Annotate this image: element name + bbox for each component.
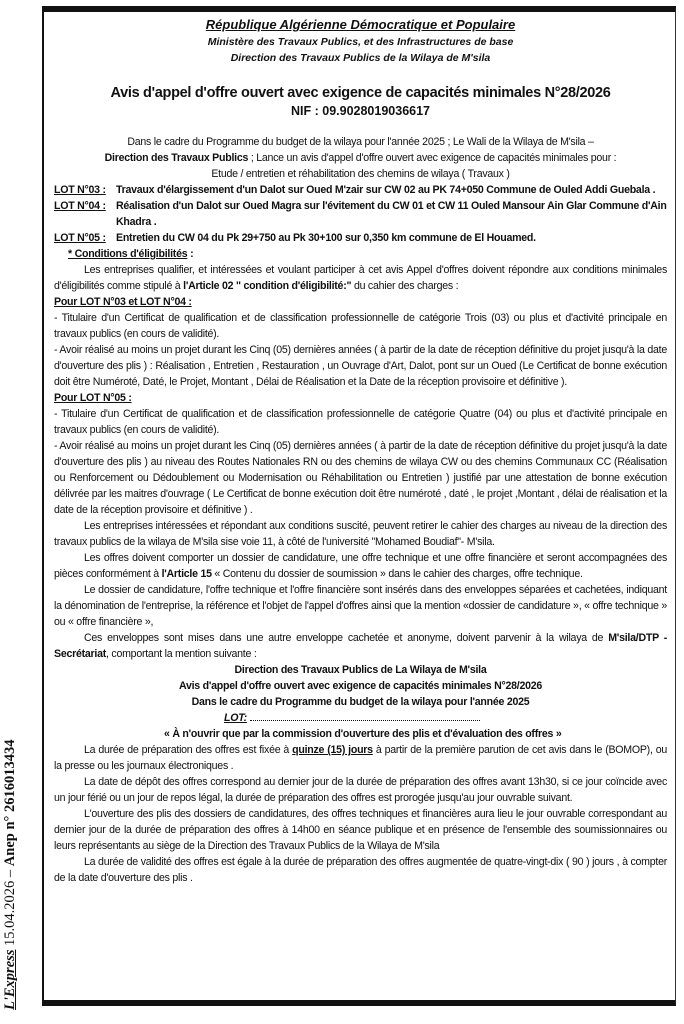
validite-paragraph: La durée de validité des offres est égale à la durée de préparation des offres augmentée de quatre-vingt-dix ( 90 ) jours , à compter de la date d'ouverture des plis . [54, 856, 667, 884]
publication-caption [2, 670, 19, 1010]
mention-lot [54, 710, 667, 726]
duree-paragraph [54, 742, 667, 774]
article-ref: l'Article 02 " condition d'éligibilité:" [183, 280, 352, 292]
eligibility-heading [54, 246, 667, 262]
intro-object: Etude / entretien et réhabilitation des chemins de wilaya ( Travaux ) [211, 168, 510, 180]
lot5-requirement-2: - Avoir réalisé au moins un projet durant les Cinq (05) dernières années ( à partir de la date de réception définitive du projet jusqu'à la date d'ouverture des plis ) au niveau des Routes Nationales RN ou des chemins de wilaya CW ou des chemins Communaux CC (Réalisation ou Renforcement ou Dédoublement ou Modernisation ou Réhabilitation ou Entretien ) justifié par une attestation de bonne exécution délivrée par les maitres d'ouvrage ( Le Certificat de bonne exécution doit être numéroté , daté , le projet ,Montant , délai de réalisation et la date de la réception provisoire et définitive ) . [54, 440, 667, 516]
intro-line2 [54, 150, 667, 166]
lot5-heading: Pour LOT N°05 : [54, 392, 132, 404]
lot-label: LOT N°04 : [54, 200, 106, 212]
colon: : [187, 248, 194, 260]
direction-heading: Direction des Travaux Publics de la Wilaya de M'sila [230, 52, 491, 64]
lot-label: LOT: [224, 712, 247, 724]
ouverture-paragraph: L'ouverture des plis des dossiers de candidatures, des offres techniques et financières aura lieu le jour ouvrable correspondant au dernier jour de la durée de préparation des offres à 14h00 en séance publique et en présence de l'ensemble des soumissionnaires ou leurs représentants au siège de la Direction des Travaux Publics de la Wilaya de M'sila [54, 808, 667, 852]
ministry-heading: Ministère des Travaux Publics, et des Infrastructures de base [207, 36, 514, 48]
anep-number: Anep n° 2616013434 [2, 739, 18, 867]
dossier-paragraph: Le dossier de candidature, l'offre technique et l'offre financière sont insérés dans des enveloppes séparées et cachetées, indiquant la dénomination de l'entreprise, la référence et l'objet de l'appel d'offres ainsi que la mention «dossier de candidature », « offre technique » ou « offre financière », [54, 584, 667, 628]
publication-date: 15.04.2026 – [2, 866, 18, 950]
text: Ces enveloppes sont mises dans une autre enveloppe cachetée et anonyme, doivent parvenir à la wilaya de [84, 632, 609, 644]
mention-line-4: « À n'ouvrir que par la commission d'ouverture des plis et d'évaluation des offres » [164, 728, 562, 740]
text: , comportant la mention suivante : [106, 648, 257, 660]
lot-05 [54, 230, 667, 246]
publication-name: L'Express [2, 949, 18, 1010]
mention-line-1: Direction des Travaux Publics de La Wilaya de M'sila [234, 664, 487, 676]
secretariat: M'sila/DTP - Secrétariat [54, 632, 667, 660]
text: La durée de préparation des offres est fixée à [84, 744, 293, 756]
enveloppes-paragraph [54, 630, 667, 662]
intro-direction: Direction des Travaux Publics [104, 152, 249, 164]
eligibility-intro [54, 262, 667, 294]
retrait-paragraph: Les entreprises intéressées et répondant aux conditions suscité, peuvent retirer le cahier des charges au niveau de la direction des travaux publics de la wilaya de M'sila sise voie 11, à côté de l'université "Mohamed Boudiaf"- M'sila. [54, 520, 667, 548]
lot-03 [54, 182, 667, 198]
lot34-heading: Pour LOT N°03 et LOT N°04 : [54, 296, 192, 308]
article-ref: l'Article 15 [161, 568, 212, 580]
lot-text: Travaux d'élargissement d'un Dalot sur Oued M'zair sur CW 02 au PK 74+050 Commune de Ouled Addi Guebala . [116, 184, 656, 196]
depot-paragraph: La date de dépôt des offres correspond au dernier jour de la durée de préparation des offres avant 13h30, si ce jour coïncide avec un jour férié ou un jour de repos légal, la durée de préparation des offres est prorogée jusqu'au jour ouvrable suivant. [54, 776, 667, 804]
lot34-requirement-1: - Titulaire d'un Certificat de qualification et de classification professionnelle de catégorie Trois (03) ou plus et d'activité principale en travaux publics (en cours de validité). [54, 312, 667, 340]
lot34-requirement-2: - Avoir réalisé au moins un projet durant les Cinq (05) dernières années ( à partir de la date de réception définitive du projet jusqu'à la date d'ouverture des plis ) : Réalisation , Entretien , Restauration , un Ouvrage d'Art, Dalot, pont sur un Oued (Le Certificat de bonne exécution doit être Numéroté, Daté, le Projet, Montant , Délai de Réalisation et la Date de la réception provisoire et définitive ). [54, 344, 667, 388]
text: du cahier des charges : [351, 280, 459, 292]
lot5-requirement-1: - Titulaire d'un Certificat de qualification et de classification professionnelle de catégorie Quatre (04) ou plus et d'activité principale en travaux publics (en cours de validité). [54, 408, 667, 436]
intro-text: ; Lance un avis d'appel d'offre ouvert avec exigence de capacités minimales pour : [248, 152, 617, 164]
eligibility-title: * Conditions d'éligibilités [68, 248, 188, 260]
intro-line1: Dans le cadre du Programme du budget de la wilaya pour l'année 2025 ; Le Wali de la Wilaya de M'sila – [127, 136, 594, 148]
text: à partir de la première parution de cet avis dans le (BOMOP), ou la presse ou les journaux électroniques . [54, 744, 667, 772]
republic-heading: République Algérienne Démocratique et Populaire [205, 17, 516, 32]
mention-line-3: Dans le cadre du Programme du budget de la wilaya pour l'année 2025 [191, 696, 530, 708]
dotted-line [250, 712, 480, 721]
lot-text: Réalisation d'un Dalot sur Oued Magra sur l'évitement du CW 01 et CW 11 Ouled Mansour Ain Glar Commune d'Ain Khadra . [116, 200, 667, 228]
nif: NIF : 09.9028019036617 [291, 104, 430, 118]
text: « Contenu du dossier de soumission » dans le cahier des charges, offre technique. [211, 568, 583, 580]
text: Les entreprises qualifier, et intéressées et voulant participer à cet avis Appel d'offres doivent répondre aux conditions minimales d'éligibilités comme stipulé à [54, 264, 667, 292]
lot-04 [54, 198, 667, 230]
notice-frame [42, 6, 676, 1006]
lot-label: LOT N°05 : [54, 232, 106, 244]
duration: quinze (15) jours [292, 744, 373, 756]
lot-text: Entretien du CW 04 du Pk 29+750 au Pk 30+100 sur 0,350 km commune de El Houamed. [116, 232, 536, 244]
offres-paragraph [54, 550, 667, 582]
lot-label: LOT N°03 : [54, 184, 106, 196]
notice-title: Avis d'appel d'offre ouvert avec exigence de capacités minimales N°28/2026 [110, 85, 611, 101]
text: Les offres doivent comporter un dossier de candidature, une offre technique et une offre financière et seront accompagnées des pièces conformément à [54, 552, 667, 580]
mention-line-2: Avis d'appel d'offre ouvert avec exigence de capacités minimales N°28/2026 [178, 680, 543, 692]
